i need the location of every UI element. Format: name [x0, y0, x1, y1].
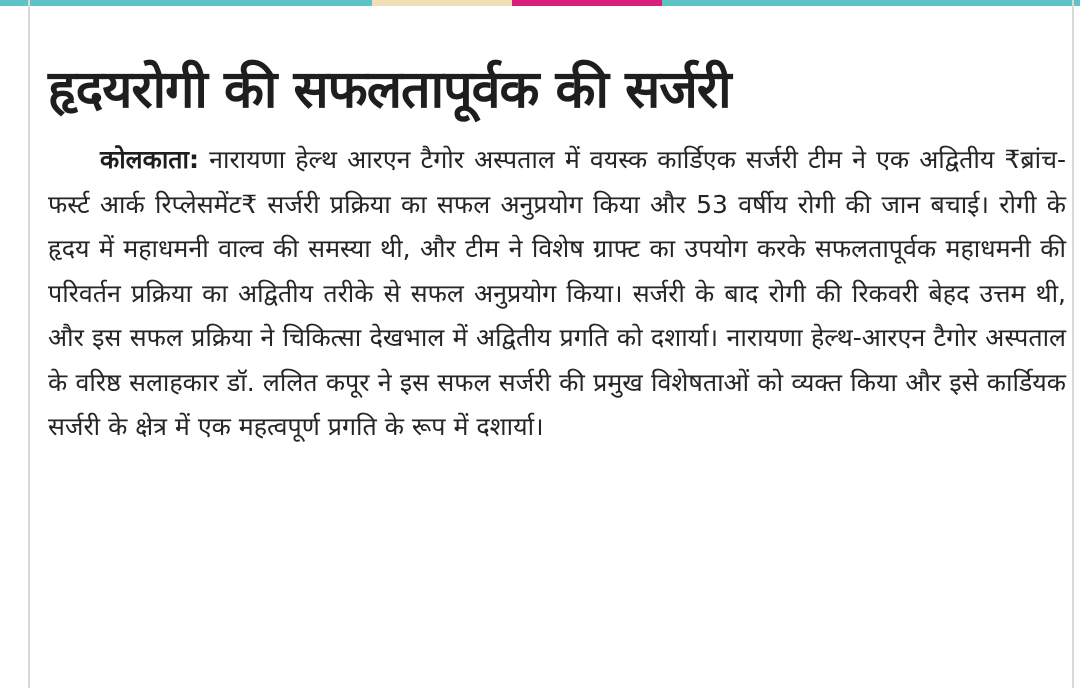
article-body-text: नारायणा हेल्थ आरएन टैगोर अस्पताल में वयस्क कार्डिएक सर्जरी टीम ने एक अद्वितीय ₹ब्रांच-फर्स्ट आर्क रिप्लेसमेंट₹ सर्जरी प्रक्रिया का सफल अनुप्रयोग किया और 53 वर्षीय रोगी की जान बचाई। रोगी के हृदय में महाधमनी वाल्व की समस्या थी, और टीम ने विशेष ग्राफ्ट का उपयोग करके सफलतापूर्वक महाधमनी की परिवर्तन प्रक्रिया का अद्वितीय तरीके से सफल अनुप्रयोग किया। सर्जरी के बाद रोगी की रिकवरी बेहद उत्तम थी, और इस सफल प्रक्रिया ने चिकित्सा देखभाल में अद्वितीय प्रगति को दशार्या। नारायणा हेल्थ-आरएन टैगोर अस्पताल के वरिष्ठ सलाहकार डॉ. ललित कपूर ने इस सफल सर्जरी की प्रमुख विशेषताओं को व्यक्त किया और इसे कार्डियक सर्जरी के क्षेत्र में एक महत्वपूर्ण प्रगति के रूप में दशार्या।: [48, 145, 1066, 441]
top-color-strip-magenta: [512, 0, 662, 6]
top-color-strip-cream: [372, 0, 512, 6]
article-body: [48, 138, 1066, 450]
article-headline: हृदयरोगी की सफलतापूर्वक की सर्जरी: [48, 60, 731, 120]
article-dateline: कोलकाता:: [100, 145, 200, 174]
column-border-left: [28, 0, 30, 688]
top-color-strip-teal-left: [0, 0, 372, 6]
top-color-strip-teal-right: [662, 0, 1080, 6]
news-article: [48, 52, 1066, 450]
column-border-right: [1072, 0, 1074, 688]
